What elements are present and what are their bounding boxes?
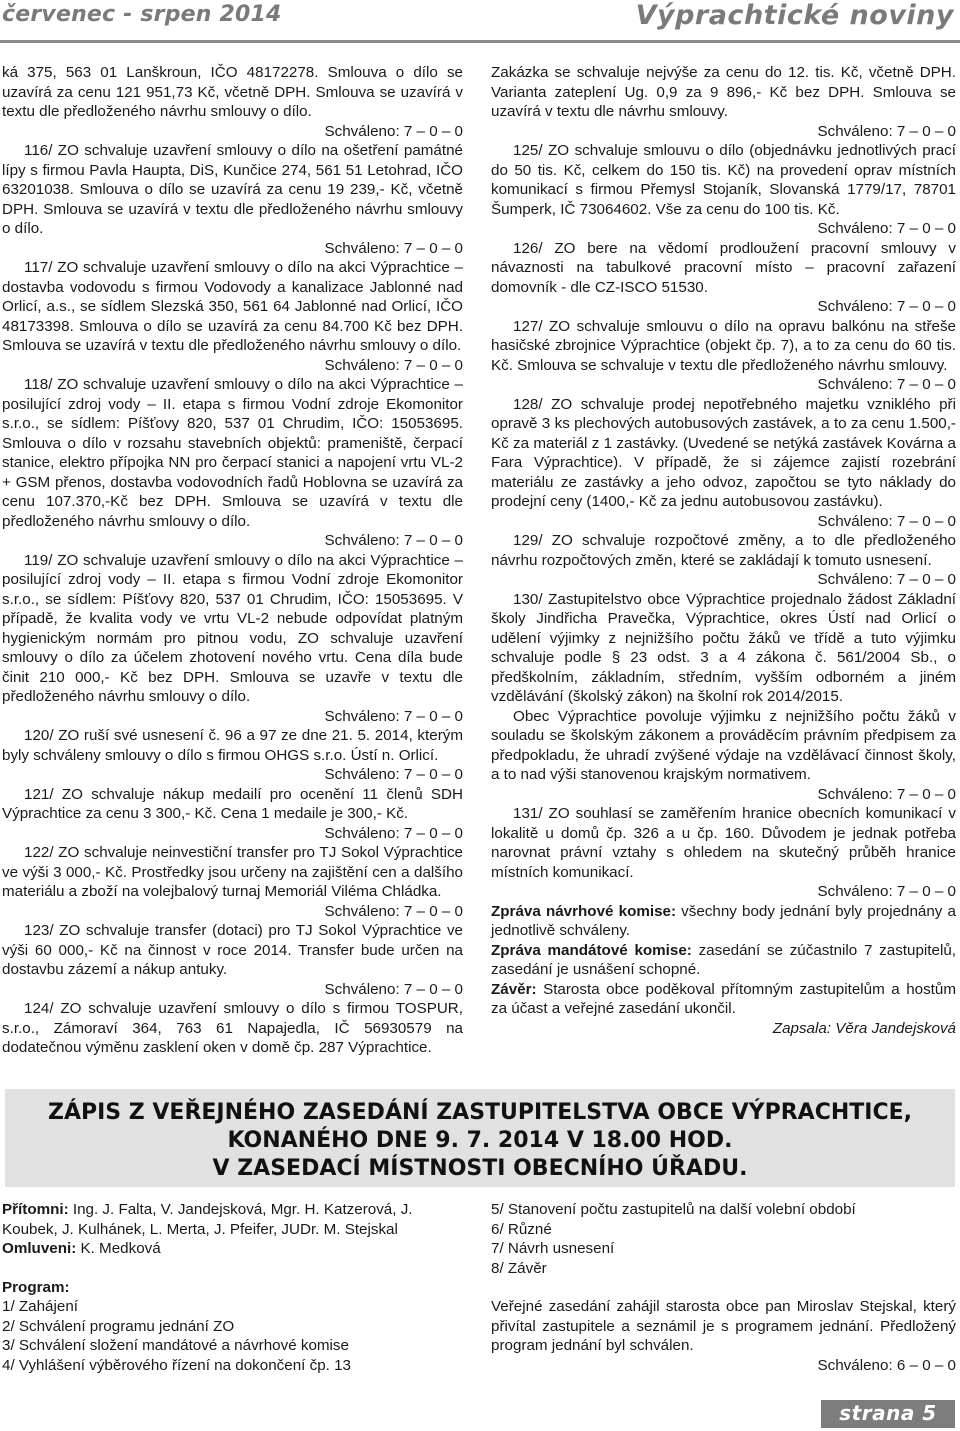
- vote-result: Schváleno: 7 – 0 – 0: [324, 824, 463, 842]
- vote-result: Schváleno: 7 – 0 – 0: [324, 766, 463, 783]
- resolution-paragraph: 120/ ZO ruší své usnesení č. 96 a 97 ze dne 21. 5. 2014, kterým byly schváleny smlouvy o dílo s firmou OHGS s.r.o. Ústí n. Orlicí.: [2, 727, 463, 764]
- resolution-paragraph: 131/ ZO souhlasí se zaměřením hranice obecních komunikací v lokalitě u domů čp. 326 a u čp. 160. Důvodem je jednak potřeba narovnat právní vztahy s ohledem na skutečný průběh hranice místních komunikací.: [491, 805, 956, 881]
- program-item: 4/ Vyhlášení výběrového řízení na dokončení čp. 13: [2, 1356, 351, 1374]
- vote-result: Schváleno: 7 – 0 – 0: [324, 122, 463, 140]
- right-text-column: [491, 63, 956, 1038]
- vote-result: Schváleno: 7 – 0 – 0: [817, 785, 956, 803]
- section-title-box: [5, 1089, 955, 1187]
- section-title: [5, 1099, 955, 1183]
- program-continued: [491, 1200, 956, 1375]
- vote-result: Schváleno: 7 – 0 – 0: [817, 220, 956, 237]
- program-item: 1/ Zahájení: [2, 1298, 78, 1315]
- continued-paragraph: Zakázka se schvaluje nejvýše za cenu do 12. tis. Kč, včetně DPH. Varianta zateplení Ug. 0,9 za 9 896,- Kč bez DPH. Smlouva se uzavírá v textu dle návrhu smlouvy.: [491, 64, 956, 120]
- resolutions-list: [491, 63, 956, 902]
- resolution-paragraph: 116/ ZO schvaluje uzavření smlouvy o dílo na ošetření památné lípy s firmou Pavla Haupta, DiS, Kunčice 274, 561 51 Letohrad, IČO 63201038. Smlouva o dílo se uzavírá za cenu 19 239,- Kč, včetně DPH. Smlouva se uzavírá v textu dle předloženého návrhu smlouvy o dílo.: [2, 142, 463, 237]
- conclusion: Závěr: Starosta obce poděkoval přítomným zastupitelům a hostům za účast a veřejné zasedání ukončil.: [491, 980, 956, 1017]
- resolution-paragraph: Obec Výprachtice povoluje výjimku z nejnižšího počtu žáků v souladu se školským zákonem a prováděcím právním předpisem za předpokladu, že uhradí zvýšené výdaje na vzdělávací činnost školy, a to nad výši stanovenou krajským normativem.: [491, 707, 956, 783]
- left-text-column: [2, 63, 463, 1058]
- program-item: 3/ Schválení složení mandátové a návrhové komise: [2, 1337, 349, 1354]
- page-header: [0, 0, 960, 48]
- vote-result: Schváleno: 7 – 0 – 0: [817, 883, 956, 900]
- resolution-paragraph: 126/ ZO bere na vědomí prodloužení pracovní smlouvy v návaznosti na tabulkové pracovní místo – pracovní zařazení domovník - dle CZ-ISCO 51530.: [491, 239, 956, 296]
- vote-result: Schváleno: 7 – 0 – 0: [324, 980, 463, 998]
- resolution-paragraph: 122/ ZO schvaluje neinvestiční transfer pro TJ Sokol Výprachtice ve výši 3 000,- Kč. Prostředky jsou určeny na zajištění cen a dalšího materiálu a zboží na volejbalový turnaj Memoriál Viléma Chládka.: [2, 844, 463, 900]
- program-label: Program:: [2, 1278, 70, 1296]
- section-title-line: ZÁPIS Z VEŘEJNÉHO ZASEDÁNÍ ZASTUPITELSTVA OBCE VÝPRACHTICE,: [48, 1100, 912, 1125]
- resolution-paragraph: 118/ ZO schvaluje uzavření smlouvy o dílo na akci Výprachtice – posilující zdroj vody – II. etapa s firmou Vodní zdroje Ekomonitor s.r.o., se sídlem: Píšťovy 820, 537 01 Chrudim, IČO: 15053695. Smlouva o dílo v rozsahu stavebních objektů: prameniště, čerpací stanice, elektro přípojka NN pro čerpací stanici a napojení vrtu VL-2 + GSM přenos, dostavba vodovodních řadů Hoblovna se uzavírá za cenu 107.370,-Kč bez DPH. Smlouva se uzavírá v textu dle předloženého návrhu smlouvy o dílo.: [2, 376, 463, 530]
- vote-result: Schváleno: 7 – 0 – 0: [324, 532, 463, 549]
- program-item: 5/ Stanovení počtu zastupitelů na další volební období: [491, 1201, 856, 1218]
- continued-paragraph: ká 375, 563 01 Lanškroun, IČO 48172278. Smlouva o dílo se uzavírá za cenu 121 951,73 Kč, včetně DPH. Smlouva se uzavírá v textu dle předloženého návrhu smlouvy o dílo.: [2, 64, 463, 120]
- resolution-paragraph: 130/ Zastupitelstvo obce Výprachtice projednalo žádost Základní školy Jindřicha Pravečka, Výprachtice, okres Ústí nad Orlicí o udělení výjimky z nejnižšího počtu žáků ve třídě a tuto výjimku schvaluje podle § 23 odst. 3 a 4 zákona č. 561/2004 Sb., o předškolním, základním, středním, vyšším odborném a jiném vzdělávání (školský zákon) na školní rok 2014/2015.: [491, 590, 956, 705]
- section-title-line: KONANÉHO DNE 9. 7. 2014 V 18.00 HOD.: [227, 1128, 733, 1153]
- vote-result: Schváleno: 7 – 0 – 0: [817, 571, 956, 588]
- resolution-paragraph: 119/ ZO schvaluje uzavření smlouvy o dílo na akci Výprachtice – posilující zdroj vody – II. etapa s firmou Vodní zdroje Ekomonitor s.r.o., se sídlem: Píšťovy 820, 537 01 Chrudim, IČO: 15053695. V případě, že kvalita vody ve vrtu VL-2 nebude odpovídat platným hygienickým normám pro pitnou vodu, ZO schvaluje uzavření smlouvy o dílo za účelem zhotovení nového vrtu. Cena díla bude činit 210 000,- Kč bez DPH. Smlouva se uzavře v textu dle předloženého návrhu smlouvy o dílo.: [2, 551, 463, 705]
- absentees: Omluveni: K. Medková: [2, 1240, 161, 1257]
- opening-vote: Schváleno: 6 – 0 – 0: [817, 1356, 956, 1374]
- attendees: Přítomni: Ing. J. Falta, V. Jandejsková, Mgr. H. Katzerová, J. Koubek, J. Kulhánek, L. Merta, J. Pfeifer, JUDr. M. Stejskal: [2, 1201, 413, 1238]
- minutes-signature: Zapsala: Věra Jandejsková: [772, 1019, 956, 1037]
- attendance-and-program: [2, 1200, 463, 1375]
- page-number: strana 5: [839, 1401, 937, 1425]
- resolution-paragraph: 128/ ZO schvaluje prodej nepotřebného majetku vzniklého při opravě 3 ks plechových autobusových zastávek, a to za cenu 1.500,- Kč za materiál z 1 zastávky. (Uvedené se netýká zastávek Kovárna a Fara Výprachtice). V případě, že si zájemce zajistí rozebrání materiálu ze zastávky a jeho odvoz, započtou se tyto náklady do prodejní ceny (1400,- Kč za jednu autobusovou zastávku).: [491, 395, 956, 510]
- vote-result: Schváleno: 7 – 0 – 0: [324, 707, 463, 725]
- proposal-commission-report: Zpráva návrhové komise: všechny body jednání byly projednány a jednotlivě schváleny.: [491, 902, 956, 939]
- page-number-box: [821, 1400, 955, 1428]
- vote-result: Schváleno: 7 – 0 – 0: [817, 122, 956, 140]
- section-title-line: V ZASEDACÍ MÍSTNOSTI OBECNÍHO ÚŘADU.: [212, 1156, 748, 1181]
- program-item: 6/ Různé: [491, 1220, 552, 1238]
- program-item: 7/ Návrh usnesení: [491, 1240, 615, 1257]
- resolution-paragraph: 124/ ZO schvaluje uzavření smlouvy o dílo s firmou TOSPUR, s.r.o., Zámoraví 364, 763 61 Napajedla, IČ 56930579 na dodatečnou výměnu zasklení oken v domě čp. 287 Výprachtice.: [2, 1000, 463, 1056]
- vote-result: Schváleno: 7 – 0 – 0: [324, 902, 463, 920]
- vote-result: Schváleno: 7 – 0 – 0: [324, 239, 463, 257]
- resolution-paragraph: 129/ ZO schvaluje rozpočtové změny, a to dle předloženého návrhu rozpočtových změn, které se zakládají k tomuto usnesení.: [491, 532, 956, 569]
- program-item: 2/ Schválení programu jednání ZO: [2, 1317, 235, 1335]
- program-item: 8/ Závěr: [491, 1259, 547, 1277]
- resolution-paragraph: 123/ ZO schvaluje transfer (dotaci) pro TJ Sokol Výprachtice ve výši 60 000,- Kč na činnost v roce 2014. Transfer bude určen na dostavbu zázemí a nákup antuky.: [2, 922, 463, 978]
- resolution-paragraph: 117/ ZO schvaluje uzavření smlouvy o dílo na akci Výprachtice – dostavba vodovodu s firmou Vodovody a kanalizace Jablonné nad Orlicí, a.s., se sídlem Slezská 350, 561 64 Jablonné nad Orlicí, IČO 48173398. Smlouva o dílo se uzavírá za cenu 84.700 Kč bez DPH. Smlouva se uzavírá v textu dle předloženého návrhu smlouvy o dílo.: [2, 259, 463, 354]
- resolution-paragraph: 127/ ZO schvaluje smlouvu o dílo na opravu balkónu na střeše hasičské zbrojnice Výprachtice (objekt čp. 7), a to za cenu do 60 tis. Kč. Smlouva se schvaluje v textu dle předloženého návrhu smlouvy.: [491, 317, 956, 374]
- header-divider: [0, 40, 960, 43]
- vote-result: Schváleno: 7 – 0 – 0: [817, 376, 956, 393]
- newspaper-title: Výprachtické noviny: [635, 0, 954, 31]
- mandate-commission-report: Zpráva mandátové komise: zasedání se zúčastnilo 7 zastupitelů, zasedání je usnášení schopné.: [491, 941, 956, 978]
- vote-result: Schváleno: 7 – 0 – 0: [817, 298, 956, 315]
- opening-paragraph: Veřejné zasedání zahájil starosta obce pan Miroslav Stejskal, který přivítal zastupitele a seznámil je s programem jednání. Předložený program jednání byl schválen.: [491, 1298, 956, 1354]
- vote-result: Schváleno: 7 – 0 – 0: [324, 356, 463, 374]
- resolution-paragraph: 125/ ZO schvaluje smlouvu o dílo (objednávku jednotlivých prací do 50 tis. Kč, celkem do 150 tis. Kč) na provedení oprav místních komunikací s firmou Přemysl Stojaník, Slovanská 1779/17, 78701 Šumperk, IČ 73064602. Vše za cenu do 100 tis. Kč.: [491, 142, 956, 218]
- resolution-paragraph: 121/ ZO schvaluje nákup medailí pro ocenění 11 členů SDH Výprachtice za cenu 3 300,- Kč. Cena 1 medaile je 300,- Kč.: [2, 785, 463, 822]
- issue-date: červenec - srpen 2014: [2, 2, 282, 27]
- vote-result: Schváleno: 7 – 0 – 0: [817, 512, 956, 530]
